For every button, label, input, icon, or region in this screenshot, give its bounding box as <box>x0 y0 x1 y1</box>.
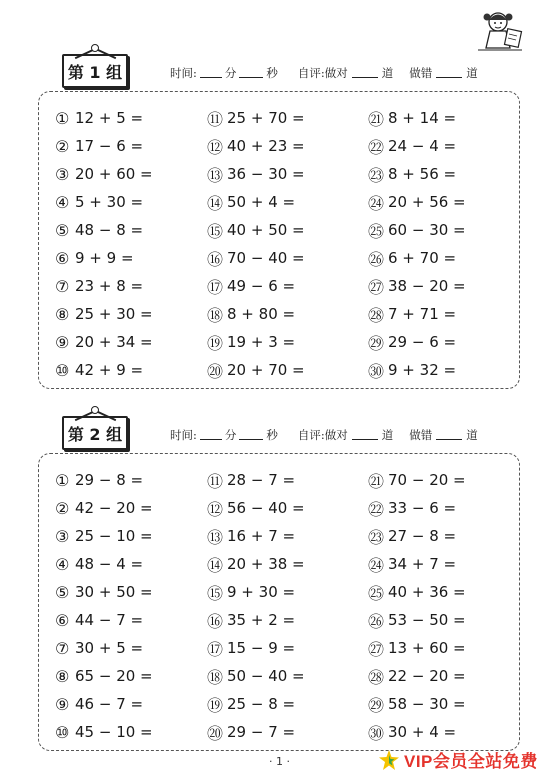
exercise-item <box>207 526 295 546</box>
exercise-item <box>55 638 143 658</box>
item-expression: 56 − 40 = <box>227 499 305 517</box>
vip-badge[interactable] <box>378 747 538 772</box>
item-expression: 36 − 30 = <box>227 165 305 183</box>
item-expression: 29 − 6 = <box>388 333 457 351</box>
exercise-item <box>55 498 153 518</box>
item-expression: 27 − 8 = <box>388 527 457 545</box>
item-expression: 9 + 30 = <box>227 583 296 601</box>
item-expression: 45 − 10 = <box>75 723 153 741</box>
exercise-item <box>207 164 305 184</box>
exercise-item <box>207 582 295 602</box>
exercise-item <box>55 470 143 490</box>
exercise-item <box>207 304 295 324</box>
exercise-item <box>207 694 295 714</box>
item-number: ㉔ <box>368 555 385 575</box>
item-expression: 20 + 56 = <box>388 193 466 211</box>
item-expression: 8 + 80 = <box>227 305 296 323</box>
item-number: ⑱ <box>207 667 224 687</box>
exercise-item <box>368 694 466 714</box>
exercise-item <box>207 470 295 490</box>
item-expression: 48 − 8 = <box>75 221 144 239</box>
group-title: 第 1 组 <box>67 62 123 82</box>
item-number: ⑥ <box>55 610 70 630</box>
item-expression: 29 − 7 = <box>227 723 296 741</box>
item-expression: 5 + 30 = <box>75 193 144 211</box>
item-number: ② <box>55 498 70 518</box>
item-expression: 8 + 14 = <box>388 109 457 127</box>
item-expression: 20 + 70 = <box>227 361 305 379</box>
minute-blank[interactable] <box>200 77 222 78</box>
item-number: ⑮ <box>207 221 224 241</box>
item-expression: 49 − 6 = <box>227 277 296 295</box>
item-expression: 58 − 30 = <box>388 695 466 713</box>
exercise-item <box>207 554 305 574</box>
item-number: ⑳ <box>207 723 224 743</box>
wrong-count-blank[interactable] <box>436 439 462 440</box>
exercise-item <box>55 360 143 380</box>
item-number: ⑳ <box>207 361 224 381</box>
item-expression: 46 − 7 = <box>75 695 144 713</box>
item-expression: 25 − 8 = <box>227 695 296 713</box>
item-number: ㉚ <box>368 361 385 381</box>
item-number: ㉖ <box>368 249 385 269</box>
item-expression: 8 + 56 = <box>388 165 457 183</box>
correct-count-blank[interactable] <box>352 439 378 440</box>
minute-blank[interactable] <box>200 439 222 440</box>
item-number: ⑨ <box>55 332 70 352</box>
exercise-item <box>207 248 305 268</box>
exercise-item <box>55 108 143 128</box>
exercise-item <box>368 136 456 156</box>
item-expression: 42 − 20 = <box>75 499 153 517</box>
item-expression: 50 − 40 = <box>227 667 305 685</box>
item-number: ㉒ <box>368 137 385 157</box>
item-number: ④ <box>55 554 70 574</box>
item-expression: 19 + 3 = <box>227 333 296 351</box>
item-number: ① <box>55 108 70 128</box>
exercise-item <box>368 638 466 658</box>
item-number: ⑤ <box>55 220 70 240</box>
item-number: ㉕ <box>368 583 385 603</box>
item-expression: 40 + 23 = <box>227 137 305 155</box>
exercise-item <box>368 248 456 268</box>
exercise-item <box>368 554 456 574</box>
exercise-item <box>368 192 466 212</box>
item-expression: 12 + 5 = <box>75 109 144 127</box>
item-expression: 7 + 71 = <box>388 305 457 323</box>
item-number: ⑦ <box>55 276 70 296</box>
item-number: ⑩ <box>55 360 70 380</box>
record-line: 时间: 分 秒 自评:做对 道 做错 道 <box>170 428 478 442</box>
item-expression: 17 − 6 = <box>75 137 144 155</box>
item-expression: 35 + 2 = <box>227 611 296 629</box>
item-expression: 70 − 20 = <box>388 471 466 489</box>
exercise-item <box>207 722 295 742</box>
exercise-item <box>207 360 305 380</box>
item-number: ㉕ <box>368 221 385 241</box>
correct-count-blank[interactable] <box>352 77 378 78</box>
exercise-item <box>368 108 456 128</box>
item-expression: 6 + 70 = <box>388 249 457 267</box>
item-expression: 23 + 8 = <box>75 277 144 295</box>
exercise-item <box>368 722 456 742</box>
item-expression: 25 − 10 = <box>75 527 153 545</box>
item-expression: 16 + 7 = <box>227 527 296 545</box>
exercise-item <box>55 192 143 212</box>
item-number: ㉘ <box>368 305 385 325</box>
item-expression: 30 + 4 = <box>388 723 457 741</box>
item-expression: 40 + 50 = <box>227 221 305 239</box>
item-number: ㉗ <box>368 277 385 297</box>
item-number: ⑭ <box>207 193 224 213</box>
item-expression: 44 − 7 = <box>75 611 144 629</box>
item-number: ⑯ <box>207 249 224 269</box>
exercise-item <box>368 610 466 630</box>
nail-icon <box>91 406 99 414</box>
exercise-item <box>368 276 466 296</box>
group-title-board <box>62 416 128 450</box>
item-expression: 60 − 30 = <box>388 221 466 239</box>
item-number: ⑲ <box>207 333 224 353</box>
group-title: 第 2 组 <box>67 424 123 444</box>
exercise-item <box>368 332 456 352</box>
item-expression: 9 + 9 = <box>75 249 134 267</box>
exercise-item <box>55 610 143 630</box>
exercise-item <box>368 304 456 324</box>
exercise-item <box>368 582 466 602</box>
exercise-item <box>368 526 456 546</box>
item-expression: 38 − 20 = <box>388 277 466 295</box>
exercise-item <box>207 276 295 296</box>
wrong-count-blank[interactable] <box>436 77 462 78</box>
item-number: ㉗ <box>368 639 385 659</box>
item-number: ⑰ <box>207 639 224 659</box>
record-line: 时间: 分 秒 自评:做对 道 做错 道 <box>170 66 478 80</box>
vip-text: VIP会员全站免费 <box>404 752 538 771</box>
item-number: ⑬ <box>207 165 224 185</box>
item-expression: 25 + 30 = <box>75 305 153 323</box>
exercise-item <box>207 136 305 156</box>
exercise-item <box>55 694 143 714</box>
second-blank[interactable] <box>239 77 263 78</box>
item-expression: 30 + 50 = <box>75 583 153 601</box>
item-number: ③ <box>55 164 70 184</box>
item-number: ② <box>55 136 70 156</box>
item-number: ⑩ <box>55 722 70 742</box>
exercise-item <box>55 136 143 156</box>
item-number: ⑥ <box>55 248 70 268</box>
item-expression: 20 + 34 = <box>75 333 153 351</box>
group-title-board <box>62 54 128 88</box>
item-number: ⑤ <box>55 582 70 602</box>
item-number: ㉓ <box>368 527 385 547</box>
item-number: ④ <box>55 192 70 212</box>
exercise-item <box>55 722 153 742</box>
item-number: ⑧ <box>55 304 70 324</box>
item-number: ⑨ <box>55 694 70 714</box>
item-number: ⑭ <box>207 555 224 575</box>
item-expression: 33 − 6 = <box>388 499 457 517</box>
item-number: ㉙ <box>368 695 385 715</box>
exercise-item <box>368 470 466 490</box>
exercise-item <box>55 164 153 184</box>
item-expression: 34 + 7 = <box>388 555 457 573</box>
item-number: ㉒ <box>368 499 385 519</box>
exercise-item <box>368 666 466 686</box>
exercise-item <box>368 164 456 184</box>
item-expression: 42 + 9 = <box>75 361 144 379</box>
item-number: ㉖ <box>368 611 385 631</box>
item-number: ③ <box>55 526 70 546</box>
item-number: ⑧ <box>55 666 70 686</box>
item-number: ⑱ <box>207 305 224 325</box>
item-expression: 13 + 60 = <box>388 639 466 657</box>
item-number: ㉘ <box>368 667 385 687</box>
item-expression: 15 − 9 = <box>227 639 296 657</box>
item-number: ㉑ <box>368 471 385 491</box>
exercise-item <box>55 554 143 574</box>
exercise-item <box>207 108 305 128</box>
item-number: ⑬ <box>207 527 224 547</box>
item-expression: 20 + 60 = <box>75 165 153 183</box>
exercise-item <box>55 248 134 268</box>
exercise-item <box>55 666 153 686</box>
item-number: ⑪ <box>207 471 224 491</box>
exercise-item <box>368 360 456 380</box>
item-expression: 25 + 70 = <box>227 109 305 127</box>
item-expression: 9 + 32 = <box>388 361 457 379</box>
exercise-item <box>207 666 305 686</box>
exercise-item <box>368 498 456 518</box>
item-expression: 22 − 20 = <box>388 667 466 685</box>
star-sparkle-icon <box>378 749 400 771</box>
exercise-item <box>207 610 295 630</box>
item-number: ㉙ <box>368 333 385 353</box>
exercise-item <box>207 332 295 352</box>
exercise-item <box>55 220 143 240</box>
item-number: ⑰ <box>207 277 224 297</box>
item-number: ⑲ <box>207 695 224 715</box>
exercise-item <box>207 498 305 518</box>
item-expression: 28 − 7 = <box>227 471 296 489</box>
item-expression: 30 + 5 = <box>75 639 144 657</box>
item-expression: 20 + 38 = <box>227 555 305 573</box>
item-expression: 53 − 50 = <box>388 611 466 629</box>
item-number: ⑯ <box>207 611 224 631</box>
item-expression: 40 + 36 = <box>388 583 466 601</box>
exercise-item <box>55 332 153 352</box>
exercise-item <box>207 192 295 212</box>
nail-icon <box>91 44 99 52</box>
item-expression: 48 − 4 = <box>75 555 144 573</box>
exercise-item <box>55 276 143 296</box>
item-number: ⑮ <box>207 583 224 603</box>
item-number: ㉓ <box>368 165 385 185</box>
item-number: ㉚ <box>368 723 385 743</box>
item-expression: 29 − 8 = <box>75 471 144 489</box>
exercise-item <box>55 304 153 324</box>
exercise-item <box>55 526 153 546</box>
item-number: ⑦ <box>55 638 70 658</box>
mascot-girl-icon <box>470 8 530 60</box>
page-number: · 1 · <box>269 755 290 768</box>
item-number: ⑪ <box>207 109 224 129</box>
item-number: ⑫ <box>207 499 224 519</box>
exercise-item <box>55 582 153 602</box>
exercise-item <box>207 220 305 240</box>
item-expression: 65 − 20 = <box>75 667 153 685</box>
item-number: ㉑ <box>368 109 385 129</box>
exercise-item <box>207 638 295 658</box>
item-number: ㉔ <box>368 193 385 213</box>
item-expression: 24 − 4 = <box>388 137 457 155</box>
second-blank[interactable] <box>239 439 263 440</box>
item-expression: 50 + 4 = <box>227 193 296 211</box>
item-expression: 70 − 40 = <box>227 249 305 267</box>
exercise-item <box>368 220 466 240</box>
item-number: ⑫ <box>207 137 224 157</box>
item-number: ① <box>55 470 70 490</box>
